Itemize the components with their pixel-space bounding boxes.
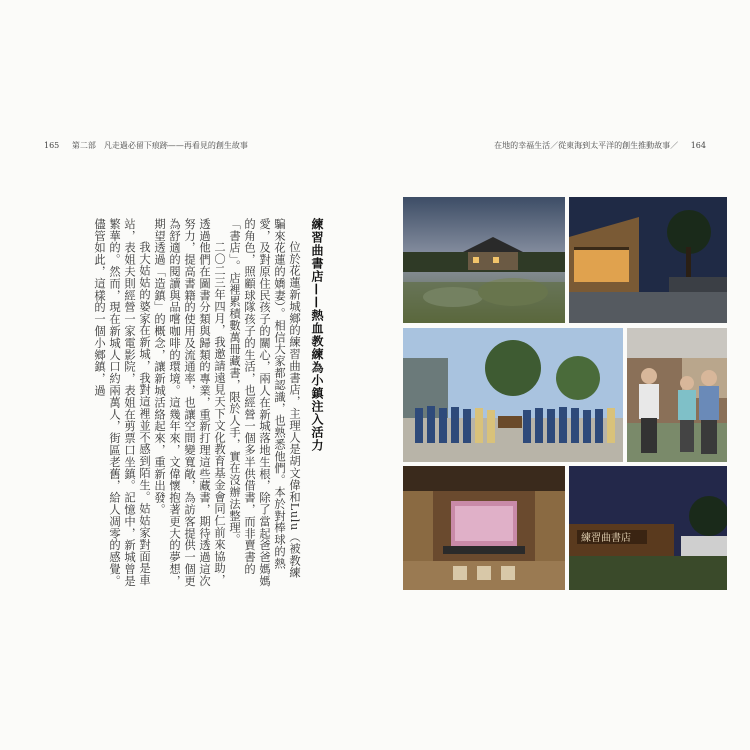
right-page-number: 164	[690, 141, 706, 150]
left-page-number: 165	[44, 141, 60, 150]
paragraph: 位於花蓮新城鄉的練習曲書店，主理人是胡文偉和Lulu（被教練騙來花蓮的嬌妻）。相信大家都認識，也熟悉他們。本於對棒球的熱愛，及對原住民孩子的關心，兩人在新城落地生根，除了當起爸爸媽媽的角色，照顧球隊孩子的生活，也經營一個多半供借書，而非賣書的「書店」。店裡累積數萬冊藏書，限於人手，實在沒辦法整理。	[228, 218, 301, 587]
section-title: 練習曲書店——熱血教練為小鎮注入活力	[310, 218, 324, 452]
photo-bookstore-night	[569, 197, 727, 323]
photo-garden-dusk	[403, 197, 565, 323]
photo-three-people	[627, 328, 727, 462]
photo-bookstore-interior	[403, 466, 565, 590]
left-page-header	[44, 140, 248, 151]
body-text	[40, 218, 302, 588]
photo-storefront-sign	[569, 466, 727, 590]
right-running-title: 在地的幸福生活／從東海到太平洋的創生推動故事／	[494, 141, 679, 150]
left-running-title: 第二部 凡走過必留下痕跡——再看見的創生故事	[71, 141, 248, 150]
storefront-sign-text: 練習曲書店	[581, 533, 631, 544]
paragraph: 二〇二三年四月，我邀請遠見天下文化教育基金會同仁前來協助，透過他們在圖書分類與歸類的專業，重新打理這些藏書，期待透過這次努力，提高書籍的使用及流通率，也讓空間變寬敞，為訪客提供一個更為舒適的閱讀與品嚐咖啡的環境。這幾年來，文偉懷抱著更大的夢想，期望透過「造鎮」的概念，讓新城活絡起來，重新出發。	[153, 218, 226, 587]
paragraph: 我大姑姑的婆家在新城，我對這裡並不感到陌生。姑姑家對面是車站，表姐夫則經營一家電影院，表姐在剪票口坐鎮。記憶中，新城曾是繁華的。然而，現在新城人口約兩萬人，街區老舊，給人凋零的感覺。儘管如此，這樣的一個小鄉鎮，過	[93, 218, 151, 587]
right-page-header	[494, 140, 706, 151]
photo-group-outdoor	[403, 328, 623, 462]
